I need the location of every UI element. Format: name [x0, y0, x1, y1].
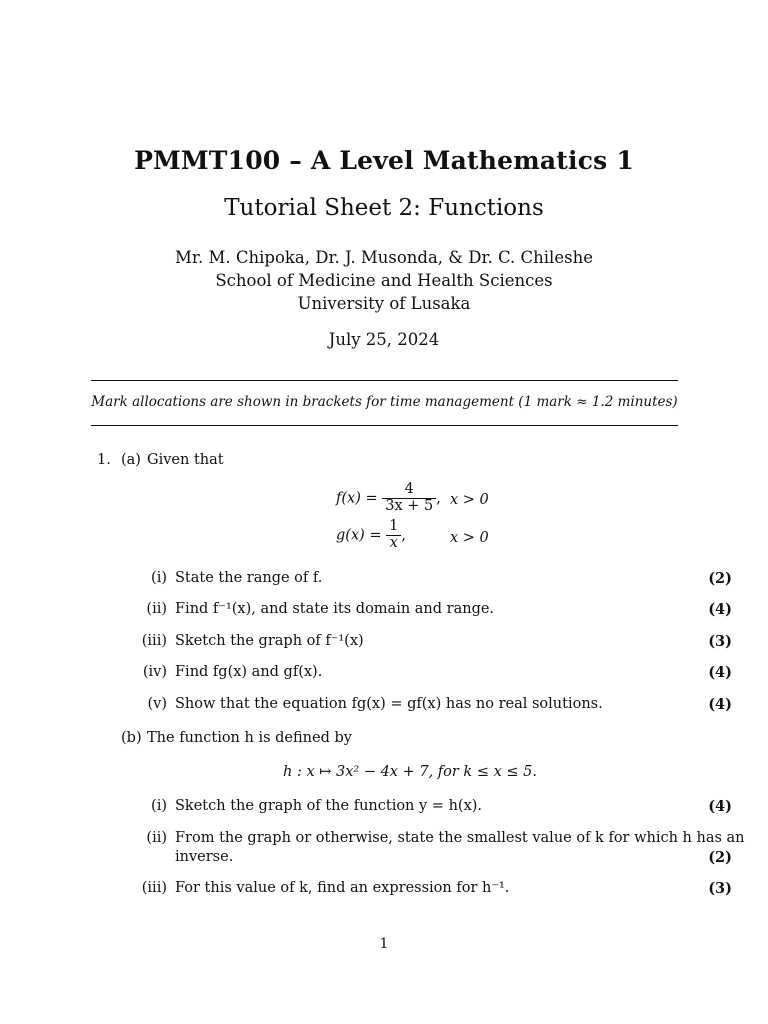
g-condition: x > 0: [450, 530, 489, 546]
g-fraction: [386, 519, 401, 552]
item-marks: (2): [708, 570, 732, 587]
g-definition: g(x) = $\frac{1}{x}$ ,: [336, 518, 406, 551]
item-marks: (4): [708, 664, 732, 681]
f-numerator: 4: [382, 482, 436, 499]
item-label: (iv): [142, 664, 167, 680]
item-text: State the range of f.: [175, 570, 323, 586]
item-marks: (4): [708, 798, 732, 815]
date: July 25, 2024: [328, 330, 440, 349]
question-number: 1.: [97, 452, 111, 468]
top-rule: [91, 380, 678, 381]
authors: Mr. M. Chipoka, Dr. J. Musonda, & Dr. C. Chileshe: [175, 248, 593, 267]
item-label: (iii): [141, 880, 167, 896]
part-b-intro: The function h is defined by: [147, 730, 352, 746]
item-text: Sketch the graph of the function y = h(x).: [175, 798, 483, 814]
item-label: (ii): [146, 830, 167, 846]
page-number: 1: [379, 936, 389, 952]
f-definition: f(x) = $\frac{4}{3x + 5}$ ,: [336, 481, 441, 514]
part-a-intro: Given that: [147, 452, 224, 468]
item-text: Sketch the graph of f⁻¹(x): [175, 633, 364, 649]
item-label: (v): [147, 696, 167, 712]
h-definition: h : x ↦ 3x² − 4x + 7, for k ≤ x ≤ 5.: [283, 764, 537, 780]
item-label: (i): [151, 798, 167, 814]
item-text: Find f⁻¹(x), and state its domain and range.: [175, 601, 495, 617]
f-lhs: f(x) =: [336, 490, 378, 507]
item-label: (ii): [146, 601, 167, 617]
item-marks: (3): [708, 633, 732, 650]
f-condition: x > 0: [450, 492, 489, 508]
item-text: Show that the equation fg(x) = gf(x) has no real solutions.: [175, 696, 603, 712]
f-denominator: 3x + 5: [385, 497, 434, 514]
item-text-continued: inverse.: [175, 849, 234, 865]
item-marks: (4): [708, 696, 732, 713]
item-label: (i): [151, 570, 167, 586]
bottom-rule: [91, 425, 678, 426]
course-title: PMMT100 – A Level Mathematics 1: [134, 146, 634, 175]
g-denominator: x: [389, 534, 398, 551]
item-label: (iii): [141, 633, 167, 649]
item-marks: (2): [708, 849, 732, 866]
part-a-label: (a): [121, 452, 141, 468]
sheet-title: Tutorial Sheet 2: Functions: [224, 195, 544, 221]
item-marks: (4): [708, 601, 732, 618]
g-lhs: g(x) =: [336, 527, 382, 544]
part-b-label: (b): [121, 730, 142, 746]
item-text: For this value of k, find an expression for h⁻¹.: [175, 880, 510, 896]
g-numerator: 1: [386, 519, 401, 536]
f-fraction: [382, 482, 436, 515]
item-marks: (3): [708, 880, 732, 897]
mark-allocation-note: Mark allocations are shown in brackets for time management (1 mark ≈ 1.2 minutes): [91, 394, 678, 410]
item-text: Find fg(x) and gf(x).: [175, 664, 323, 680]
school: School of Medicine and Health Sciences: [215, 271, 553, 290]
university: University of Lusaka: [297, 294, 471, 313]
item-text: From the graph or otherwise, state the smallest value of k for which h has an: [175, 830, 745, 846]
